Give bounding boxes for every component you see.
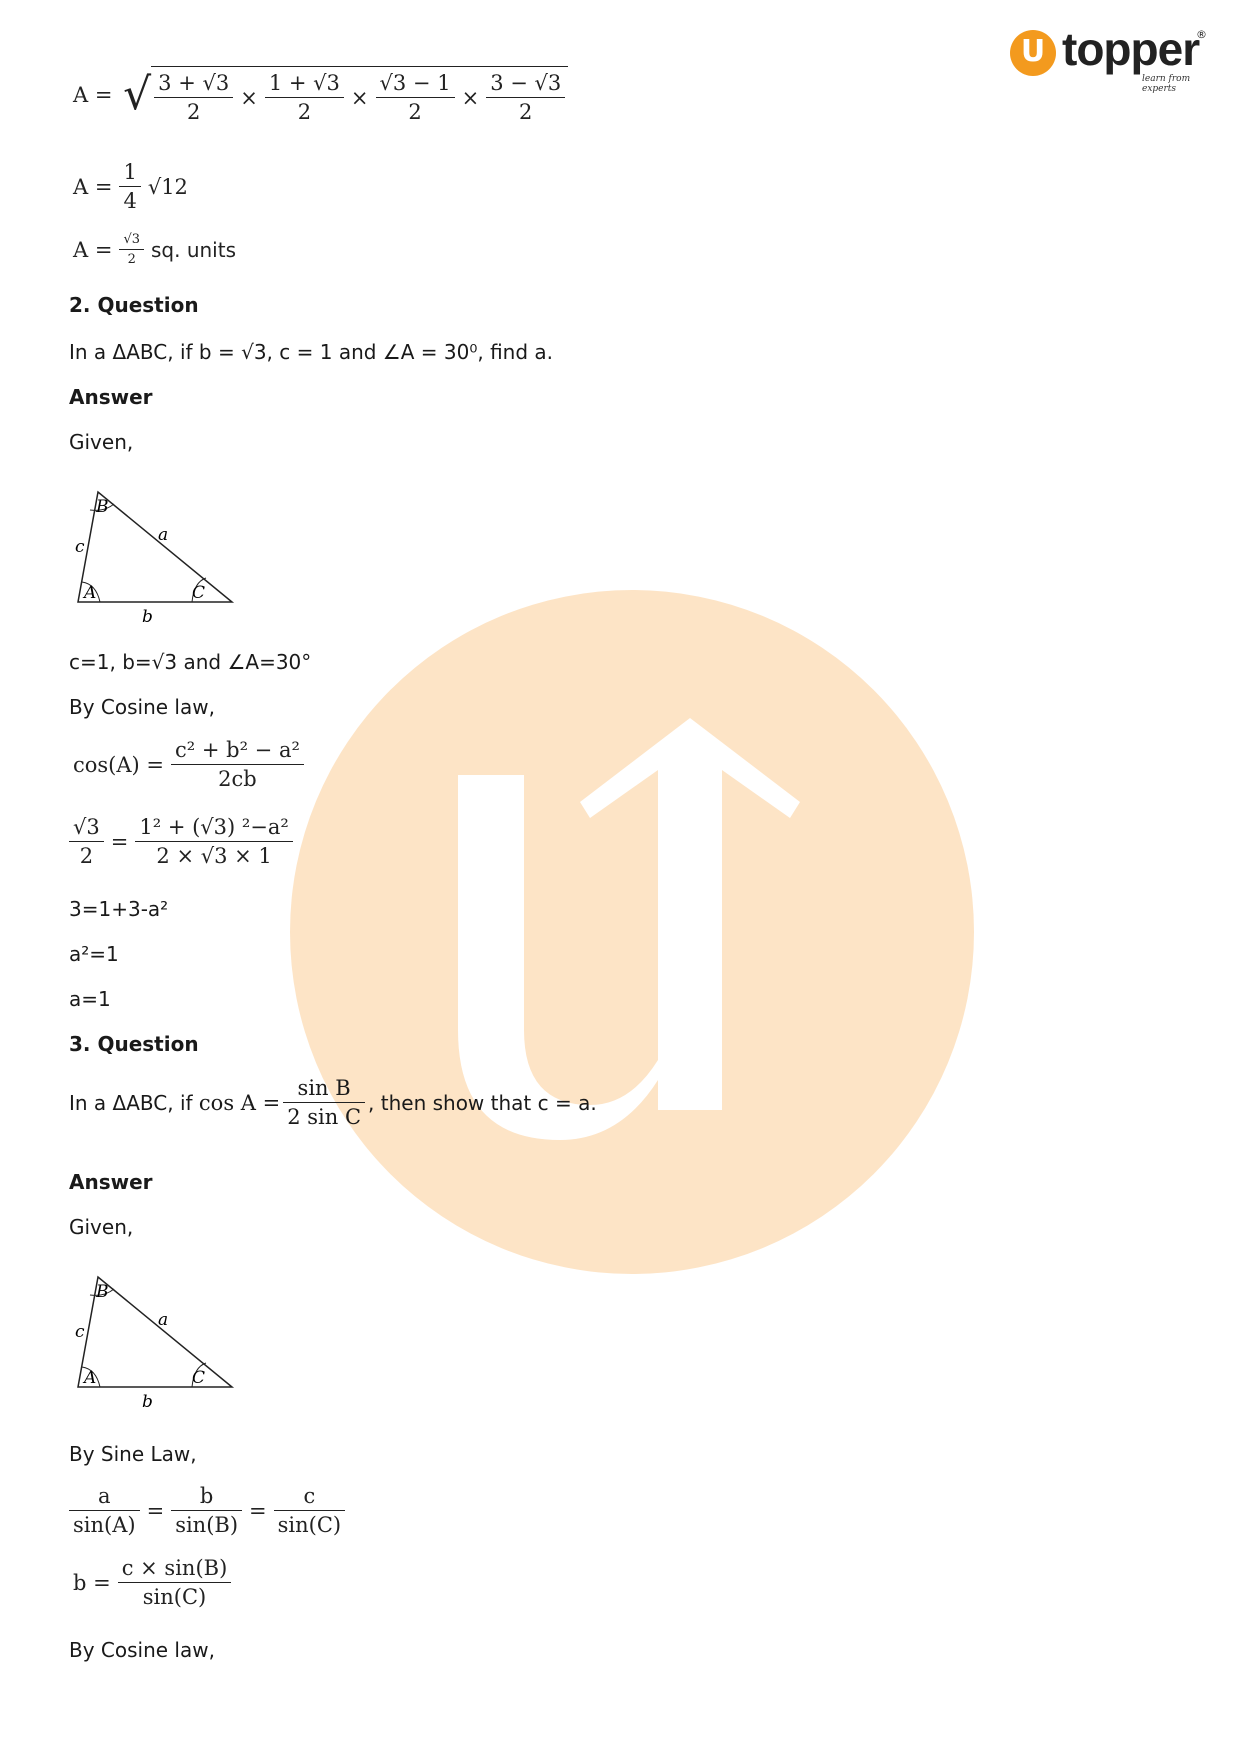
triangle-diagram [70, 482, 240, 622]
question-3-text: In a ΔABC, if cos A = $\frac{\text{sin B}}{\text{2 sin C}}$ , then show that c = a. [69, 1076, 597, 1129]
vertex-c-label: C [192, 583, 206, 603]
triangle-diagram-2 [70, 1267, 240, 1407]
answer-label-2: Answer [69, 1170, 153, 1194]
side-a-label: a [158, 525, 169, 545]
cosine-law-label: By Cosine law, [69, 695, 215, 719]
area-result-line: A = $\frac{√3}{2}$ sq. units [73, 232, 236, 267]
side-c-label: c [75, 1322, 85, 1342]
logo-wordmark: topper [1062, 23, 1200, 75]
vertex-b-label: B [96, 1282, 109, 1302]
sine-law-formula: $\frac{a}{\sin(A)}$ = $\frac{b}{\sin(B)}$ = $\frac{c}{\sin(C)}$ [69, 1484, 348, 1537]
given-label-2: Given, [69, 1215, 134, 1239]
side-c-label: c [75, 537, 85, 557]
area-lhs: A = [73, 83, 113, 107]
question-2-heading: 2. Question [69, 293, 199, 317]
vertex-c-label: C [192, 1368, 206, 1388]
step-4: a²=1 [69, 942, 119, 966]
q2-given-values: c=1, b=√3 and ∠A=30° [69, 650, 312, 674]
step-3: 3=1+3-a² [69, 897, 169, 921]
answer-label: Answer [69, 385, 153, 409]
logo-mark: U [1020, 34, 1046, 69]
vertex-a-label: A [84, 583, 97, 603]
logo-tagline: learn from experts [1142, 74, 1191, 94]
cosine-law-label-2: By Cosine law, [69, 1638, 215, 1662]
step-5: a=1 [69, 987, 111, 1011]
topper-logo [1010, 23, 1210, 94]
cosine-substitution: $\frac{√3}{2}$ = $\frac{\text{1² + (√3) ²−a²}}{2 \times √3 \times 1}$ [69, 815, 296, 868]
b-formula: b = $\frac{c \times \sin(B)}{\sin(C)}$ [69, 1556, 234, 1609]
cosine-formula: cos(A) = $\frac{\text{c² + b² − a²}}{2cb}$ [69, 738, 307, 791]
watermark-logo-icon [290, 590, 974, 1274]
side-b-label: b [142, 1392, 153, 1407]
question-2-text: In a ΔABC, if b = √3, c = 1 and ∠A = 30⁰, find a. [69, 340, 554, 364]
radical-sign-icon: √ [123, 69, 152, 120]
side-a-label: a [158, 1310, 169, 1330]
vertex-b-label: B [96, 497, 109, 517]
question-3-heading: 3. Question [69, 1032, 199, 1056]
logo-registered: ® [1196, 28, 1207, 41]
radicand: $\frac{3 + √3}{2}$ × $\frac{1 + √3}{2}$ × $\frac{√3 - 1}{2}$ × $\frac{3 - √3}{2}$ [151, 66, 568, 124]
side-b-label: b [142, 607, 153, 622]
area-simplified-line: A = $\frac{1}{4}$ √12 [73, 160, 188, 213]
sine-law-label: By Sine Law, [69, 1442, 197, 1466]
given-label: Given, [69, 430, 134, 454]
area-formula-line [69, 66, 568, 124]
vertex-a-label: A [84, 1368, 97, 1388]
